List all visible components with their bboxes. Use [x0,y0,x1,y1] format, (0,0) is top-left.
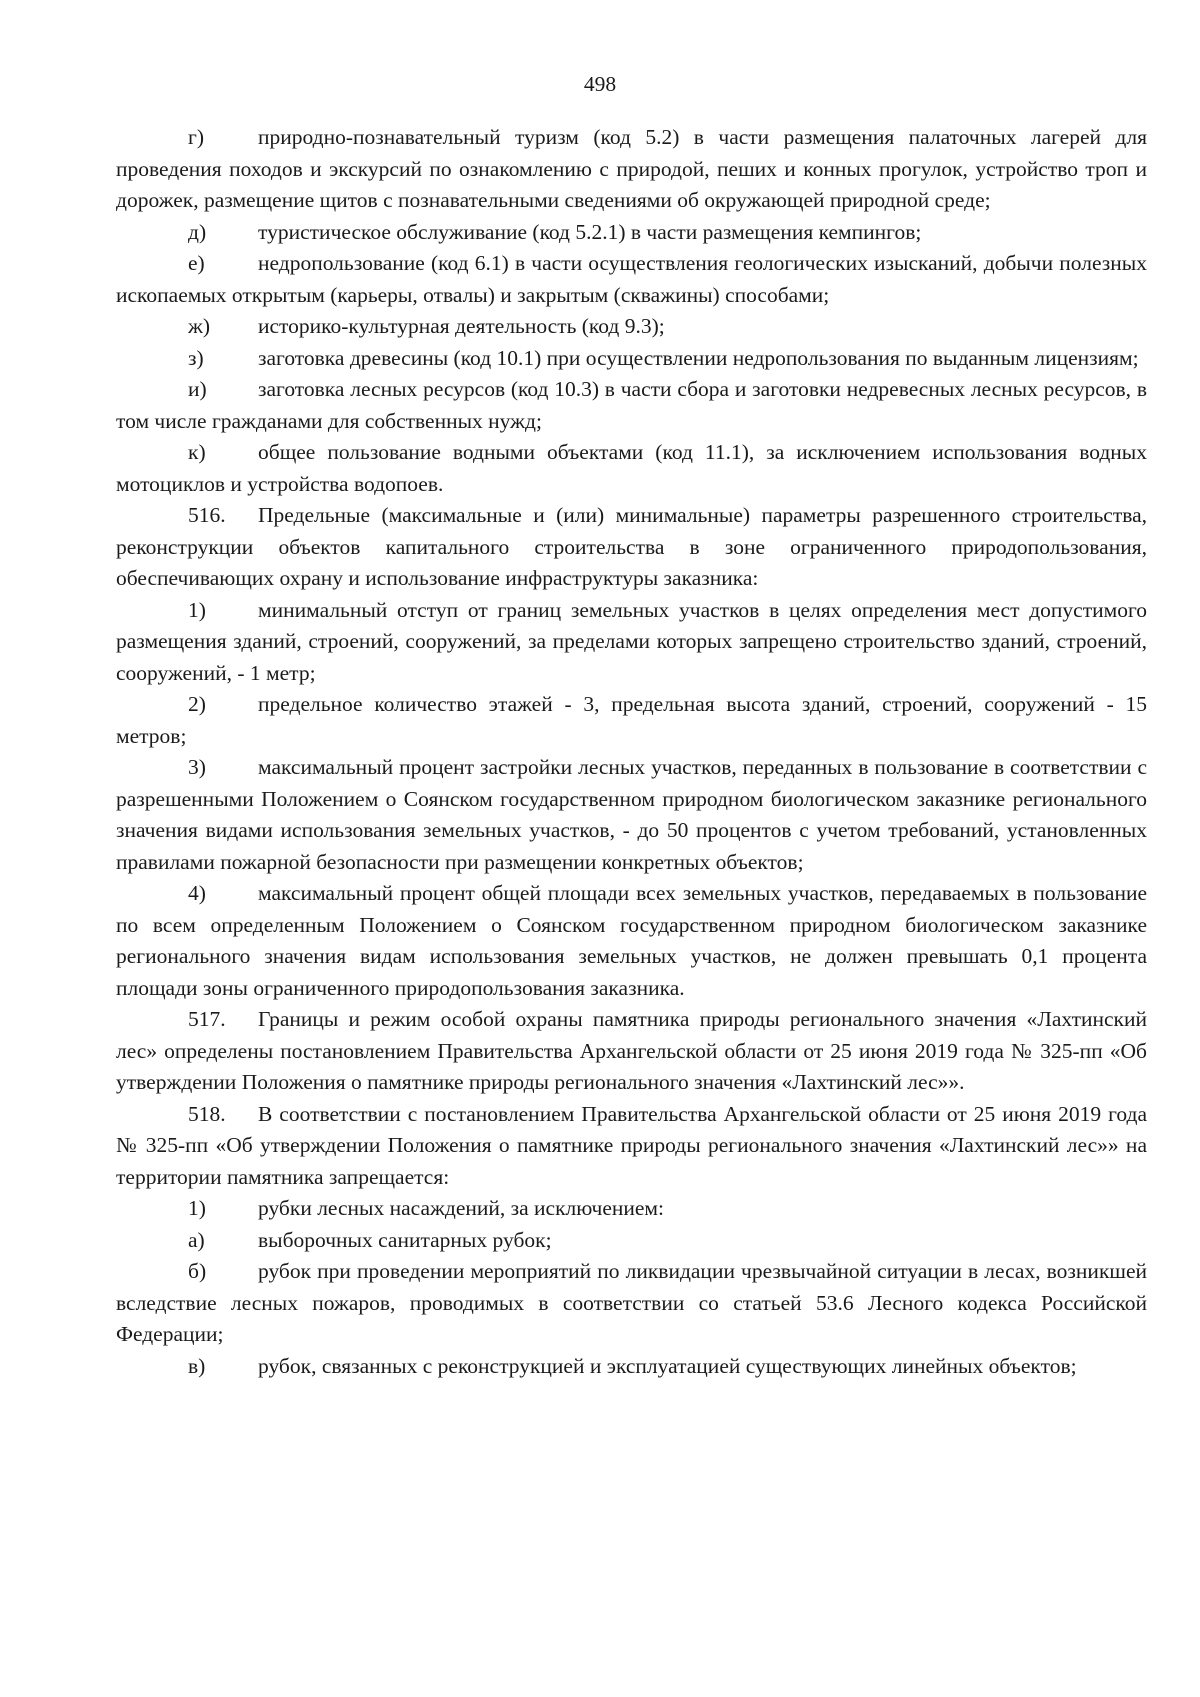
paragraph-text: рубок, связанных с реконструкцией и эксплуатацией существующих линейных объектов; [258,1353,1077,1378]
paragraph [116,595,1147,690]
paragraph-marker: 1) [188,1196,206,1220]
paragraph [116,122,1147,217]
paragraph [116,1004,1147,1099]
paragraph-marker: з) [188,345,204,370]
paragraph-marker: б) [188,1259,207,1283]
paragraph-text: максимальный процент застройки лесных участков, переданных в пользование в соответствии с разрешенными Положением о Соянском государственном природном биологическом заказнике регионального значения видами использования земельных участков, - до 50 процентов с учетом требований, установленных правилами пожарной безопасности при размещении конкретных объектов; [116,755,1147,874]
paragraph-text: Границы и режим особой охраны памятника природы регионального значения «Лахтинский лес» определены постановлением Правительства Архангельской области от 25 июня 2019 года № 325-пп «Об утверждении Положения о памятнике природы регионального значения «Лахтинский лес»». [116,1007,1147,1094]
paragraph-text: историко-культурная деятельность (код 9.3); [258,314,665,338]
paragraph [116,437,1147,500]
paragraph [116,689,1147,752]
paragraph [116,248,1147,311]
paragraph-marker: 1) [188,597,206,622]
paragraph-text: недропользование (код 6.1) в части осуществления геологических изысканий, добычи полезных ископаемых открытым (карьеры, отвалы) и закрытым (скважины) способами; [116,251,1147,307]
paragraph-marker: к) [188,440,206,464]
paragraph-marker: 517. [188,1007,226,1031]
paragraph-marker: 4) [188,881,206,905]
paragraph-marker: 2) [188,692,206,716]
paragraph [116,343,1147,375]
paragraph-marker: а) [188,1227,205,1252]
paragraph-text: максимальный процент общей площади всех земельных участков, передаваемых в пользование по всем определенным Положением о Соянском государственном природном биологическом заказнике регионального значения видам использования земельных участков, не должен превышать 0,1 процента площади зоны ограниченного природопользования заказника. [116,881,1147,1000]
paragraph-text: минимальный отступ от границ земельных участков в целях определения мест допустимого размещения зданий, строений, сооружений, за пределами которых запрещено строительство зданий, строений, сооружений, - 1 метр; [116,597,1147,685]
paragraph-text: рубки лесных насаждений, за исключением: [258,1196,664,1220]
paragraph [116,1256,1147,1351]
paragraph-text: В соответствии с постановлением Правительства Архангельской области от 25 июня 2019 года № 325-пп «Об утверждении Положения о памятнике природы регионального значения «Лахтинский лес»» на территории памятника запрещается: [116,1101,1147,1189]
paragraph-text: туристическое обслуживание (код 5.2.1) в части размещения кемпингов; [258,219,922,244]
paragraph [116,878,1147,1004]
paragraph [116,311,1147,343]
paragraph-text: заготовка лесных ресурсов (код 10.3) в части сбора и заготовки недревесных лесных ресурсов, в том числе гражданами для собственных нужд; [116,377,1147,433]
paragraph-text: выборочных санитарных рубок; [258,1227,552,1252]
paragraph-marker: д) [188,219,207,244]
paragraph-text: предельное количество этажей - 3, предельная высота зданий, строений, сооружений - 15 метров; [116,692,1147,748]
page-number: 498 [583,72,617,96]
paragraph-marker: ж) [188,314,211,338]
paragraph-marker: г) [188,125,204,149]
paragraph-marker: 518. [188,1101,226,1126]
paragraph-text: Предельные (максимальные и (или) минимальные) параметры разрешенного строительства, реконструкции объектов капитального строительства в зоне ограниченного природопользования, обеспечивающих охрану и использование инфраструктуры заказника: [116,503,1147,590]
paragraph-marker: в) [188,1353,206,1378]
paragraph-marker: 3) [188,755,206,779]
paragraph-text: заготовка древесины (код 10.1) при осуществлении недропользования по выданным лицензиям; [258,345,1139,370]
paragraph [116,1351,1147,1383]
paragraph-text: общее пользование водными объектами (код 11.1), за исключением использования водных мотоциклов и устройства водопоев. [116,440,1147,496]
paragraph-marker: и) [188,377,207,401]
paragraph [116,1193,1147,1225]
paragraph-marker: 516. [188,503,226,527]
paragraph [116,1225,1147,1257]
paragraph [116,752,1147,878]
paragraph-marker: е) [188,251,205,275]
paragraph-text: рубок при проведении мероприятий по ликвидации чрезвычайной ситуации в лесах, возникшей вследствие лесных пожаров, проводимых в соответствии со статьей 53.6 Лесного кодекса Российской Федерации; [116,1259,1147,1346]
document-body [116,122,1147,1382]
paragraph [116,217,1147,249]
paragraph-text: природно-познавательный туризм (код 5.2) в части размещения палаточных лагерей для проведения походов и экскурсий по ознакомлению с природой, пеших и конных прогулок, устройство троп и дорожек, размещение щитов с познавательными сведениями об окружающей природной среде; [116,125,1147,212]
paragraph [116,1099,1147,1194]
paragraph [116,374,1147,437]
paragraph [116,500,1147,595]
